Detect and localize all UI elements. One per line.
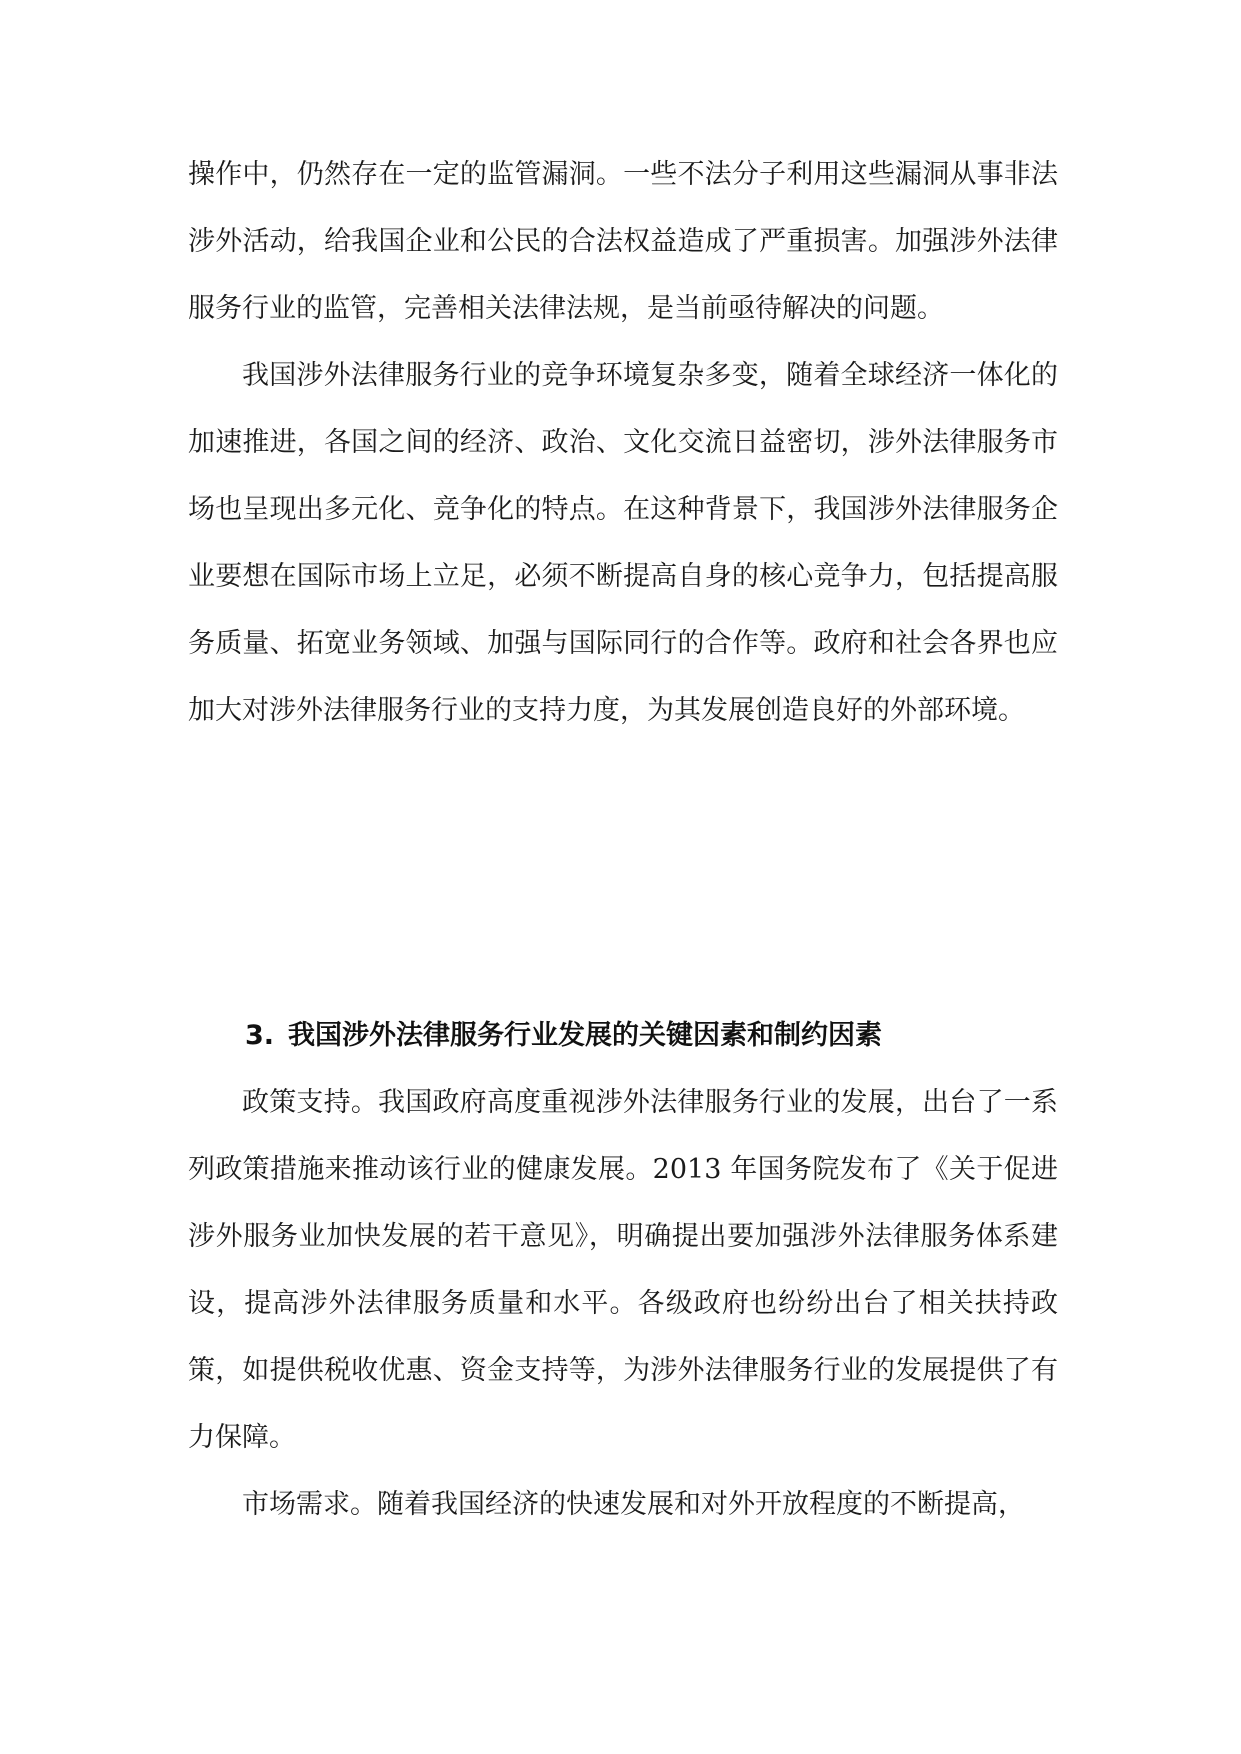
section-number: 3. xyxy=(245,1020,275,1051)
paragraph-policy-support: 政策支持。我国政府高度重视涉外法律服务行业的发展，出台了一系列政策措施来推动该行业的健康发展。2013 年国务院发布了《关于促进涉外服务业加快发展的若干意见》，明确提出要加强涉外法律服务体系建设，提高涉外法律服务质量和水平。各级政府也纷纷出台了相关扶持政策，如提供税收优惠、资金支持等，为涉外法律服务行业的发展提供了有力保障。 xyxy=(188,1087,1058,1453)
paragraph-market-demand: 市场需求。随着我国经济的快速发展和对外开放程度的不断提高， xyxy=(242,1489,1025,1520)
body-text-upper xyxy=(188,141,1058,744)
body-text-lower xyxy=(188,1069,1058,1538)
paragraph-continuation: 操作中，仍然存在一定的监管漏洞。一些不法分子利用这些漏洞从事非法涉外活动，给我国企业和公民的合法权益造成了严重损害。加强涉外法律服务行业的监管，完善相关法律法规，是当前亟待解决的问题。 xyxy=(188,159,1058,324)
section-title: 我国涉外法律服务行业发展的关键因素和制约因素 xyxy=(288,1020,883,1051)
paragraph-competition: 我国涉外法律服务行业的竞争环境复杂多变，随着全球经济一体化的加速推进，各国之间的经济、政治、文化交流日益密切，涉外法律服务市场也呈现出多元化、竞争化的特点。在这种背景下，我国涉外法律服务企业要想在国际市场上立足，必须不断提高自身的核心竞争力，包括提高服务质量、拓宽业务领域、加强与国际同行的合作等。政府和社会各界也应加大对涉外法律服务行业的支持力度，为其发展创造良好的外部环境。 xyxy=(188,360,1058,726)
section-heading xyxy=(245,1002,882,1069)
